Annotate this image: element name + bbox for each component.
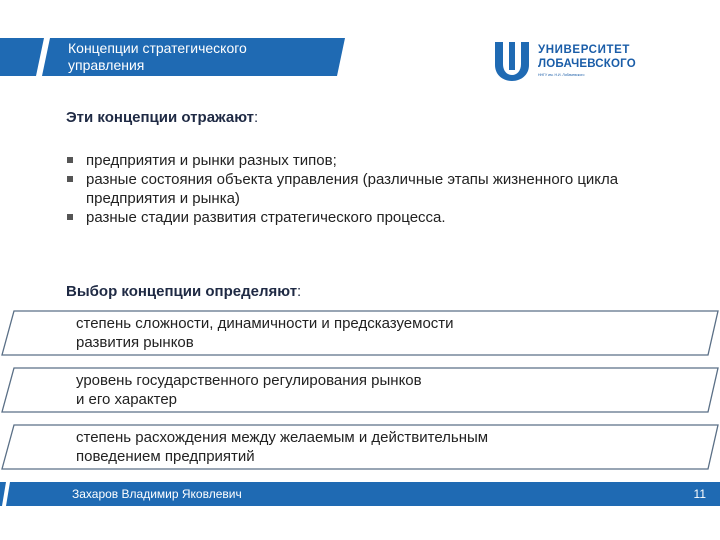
- factor-box-3: [0, 424, 720, 470]
- logo-text-line2: ЛОБАЧЕВСКОГО: [538, 58, 636, 70]
- square-bullet-icon: [67, 157, 73, 163]
- page-number: 11: [693, 487, 706, 501]
- logo-text-line1: УНИВЕРСИТЕТ: [538, 44, 630, 56]
- factor-box-2: [0, 367, 720, 413]
- section2-heading-colon: :: [297, 283, 302, 300]
- list-item-text: предприятия и рынки разных типов;: [86, 152, 337, 169]
- factor-box-text: [76, 314, 676, 352]
- slide-title-line2: управления: [68, 57, 145, 73]
- factor-box-line1: степень расхождения между желаемым и действительным: [76, 429, 489, 446]
- concept-bullet-list: [66, 151, 626, 227]
- list-item-text: разные стадии развития стратегического процесса.: [86, 209, 446, 226]
- list-item: [66, 208, 626, 227]
- factor-box-line1: степень сложности, динамичности и предсказуемости: [76, 315, 454, 332]
- logo-text-line3: ННГУ им. Н.И. Лобачевского: [538, 73, 585, 77]
- factor-box-1: [0, 310, 720, 356]
- section2-heading: [66, 283, 301, 300]
- factor-box-text: [76, 371, 676, 409]
- section1-heading: [66, 109, 258, 126]
- list-item: [66, 170, 626, 208]
- factor-box-line2: развития рынков: [76, 334, 194, 351]
- factor-box-text: [76, 428, 676, 466]
- square-bullet-icon: [67, 214, 73, 220]
- university-logo: [493, 40, 643, 82]
- slide-title-line1: Концепции стратегического: [68, 40, 247, 56]
- university-logo-icon: [493, 40, 531, 82]
- section1-heading-text: Эти концепции отражают: [66, 109, 254, 126]
- list-item: [66, 151, 626, 170]
- section2-heading-text: Выбор концепции определяют: [66, 283, 298, 300]
- square-bullet-icon: [67, 176, 73, 182]
- footer-bar: [0, 482, 720, 506]
- factor-box-line2: и его характер: [76, 391, 178, 408]
- factor-box-line2: поведением предприятий: [76, 448, 255, 465]
- footer-author: Захаров Владимир Яковлевич: [72, 487, 242, 501]
- factor-box-line1: уровень государственного регулирования рынков: [76, 372, 422, 389]
- section1-heading-colon: :: [253, 109, 259, 126]
- list-item-text: разные состояния объекта управления (различные этапы жизненного цикла предприятия и рынка): [86, 171, 619, 207]
- slide-title: [68, 40, 338, 74]
